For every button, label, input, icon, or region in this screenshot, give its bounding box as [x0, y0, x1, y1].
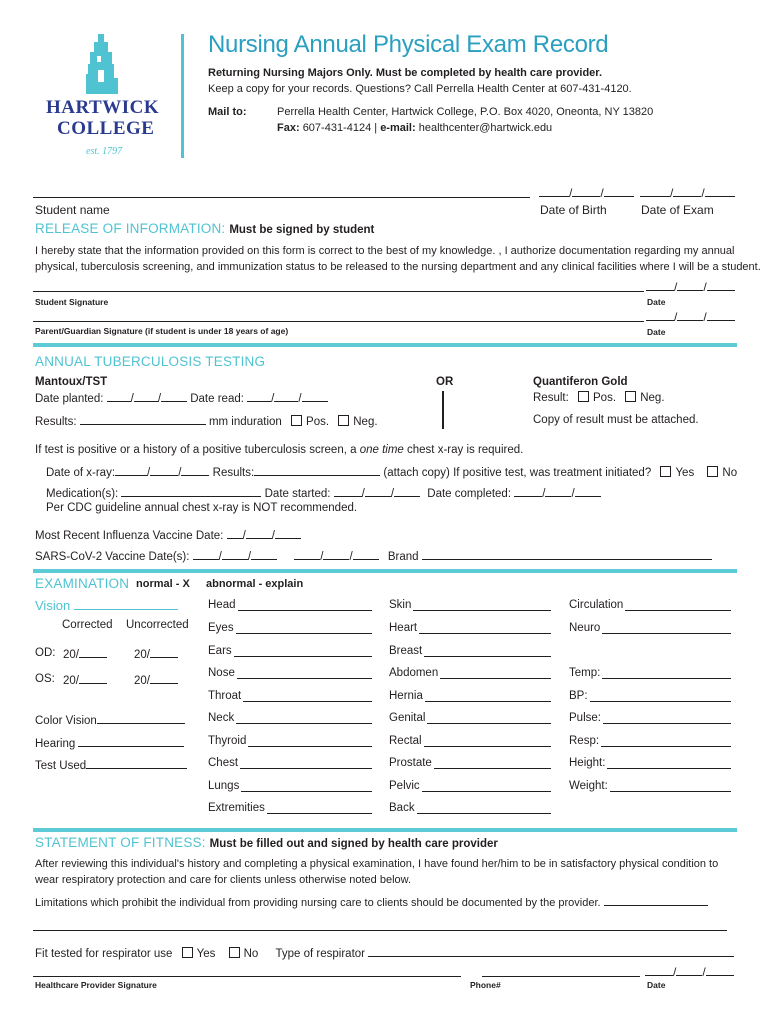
- exam-item-label: Pelvic: [389, 780, 420, 792]
- exam-item-field[interactable]: [425, 690, 551, 702]
- quantiferon-neg-label: Neg.: [640, 392, 665, 404]
- quantiferon-label: Quantiferon Gold: [533, 376, 628, 388]
- exam-item-nose[interactable]: [208, 667, 372, 679]
- date-started-label: Date started:: [264, 488, 331, 500]
- results-row: [35, 414, 378, 428]
- mail-address: Perrella Health Center, Hartwick College, P.O. Box 4020, Oneonta, NY 13820: [277, 106, 654, 118]
- exam-item-resp[interactable]: [569, 735, 731, 747]
- sars-label: SARS-CoV-2 Vaccine Date(s):: [35, 551, 190, 563]
- treatment-yes-checkbox[interactable]: [660, 466, 671, 477]
- exam-item-field[interactable]: [590, 690, 731, 702]
- exam-item-field[interactable]: [607, 757, 731, 769]
- xray-results-label: Results:: [212, 467, 255, 479]
- mantoux-pos-checkbox[interactable]: [291, 415, 302, 426]
- exam-item-label: Eyes: [208, 622, 234, 634]
- cdc-note: Per CDC guideline annual chest x-ray is NOT recommended.: [46, 502, 358, 514]
- treatment-question: If positive test, was treatment initiated?: [453, 467, 652, 479]
- tower-icon: [78, 34, 126, 94]
- mantoux-neg-checkbox[interactable]: [338, 415, 349, 426]
- exam-item-field[interactable]: [236, 712, 372, 724]
- exam-item-neuro[interactable]: [569, 622, 731, 634]
- returning-notice: Returning Nursing Majors Only. Must be completed by health care provider.: [208, 67, 603, 79]
- exam-item-thyroid[interactable]: [208, 735, 372, 747]
- uncorrected-label: Uncorrected: [126, 619, 189, 631]
- exam-item-label: Neuro: [569, 622, 601, 634]
- exam-item-label: Height:: [569, 757, 606, 769]
- exam-item-field[interactable]: [602, 667, 731, 679]
- exam-item-field[interactable]: [603, 712, 731, 724]
- exam-item-extremities[interactable]: [208, 802, 372, 814]
- logo-name-line2: COLLEGE: [57, 118, 155, 139]
- normal-label: normal - X: [136, 578, 190, 590]
- date-planted-label: Date planted:: [35, 393, 104, 405]
- exam-item-label: Thyroid: [208, 735, 247, 747]
- exam-item-genital[interactable]: [389, 712, 551, 724]
- exam-item-field[interactable]: [236, 622, 372, 634]
- exam-item-field[interactable]: [601, 735, 731, 747]
- release-heading: RELEASE OF INFORMATION: Must be signed by student: [35, 221, 375, 236]
- exam-item-label: Heart: [389, 622, 418, 634]
- limitations-label: Limitations which prohibit the individual from providing nursing care to clients should be documented by the provider.: [35, 897, 601, 909]
- corrected-label: Corrected: [62, 619, 113, 631]
- exam-item-field[interactable]: [243, 690, 372, 702]
- quantiferon-pos-checkbox[interactable]: [578, 391, 589, 402]
- medication-label: Medication(s):: [46, 488, 119, 500]
- exam-date-field[interactable]: / /: [640, 186, 735, 200]
- color-vision-field[interactable]: [35, 713, 185, 727]
- exam-item-field[interactable]: [238, 599, 373, 611]
- exam-item-field[interactable]: [625, 599, 731, 611]
- exam-item-field[interactable]: [422, 780, 551, 792]
- limitations-field-2[interactable]: [33, 930, 727, 931]
- exam-item-label: Weight:: [569, 780, 608, 792]
- od-corrected-field[interactable]: 20/: [63, 647, 107, 661]
- exam-item-field[interactable]: [602, 622, 731, 634]
- parent-signature-label: Parent/Guardian Signature (if student is under 18 years of age): [35, 326, 289, 336]
- exam-item-weight[interactable]: [569, 780, 731, 792]
- brand-field[interactable]: [422, 549, 712, 560]
- quantiferon-neg-checkbox[interactable]: [625, 391, 636, 402]
- hearing-field[interactable]: [35, 736, 184, 750]
- exam-item-eyes[interactable]: [208, 622, 372, 634]
- exam-item-chest[interactable]: [208, 757, 372, 769]
- provider-signature-field[interactable]: [33, 976, 461, 977]
- positive-note: If test is positive or a history of a positive tuberculosis screen, a one time chest x-ray is required.: [35, 444, 524, 456]
- exam-item-label: Extremities: [208, 802, 265, 814]
- exam-item-pelvic[interactable]: [389, 780, 551, 792]
- fit-tested-label: Fit tested for respirator use: [35, 948, 173, 960]
- exam-item-label: Abdomen: [389, 667, 439, 679]
- exam-item-label: Nose: [208, 667, 235, 679]
- header-divider: [181, 34, 184, 158]
- exam-item-ears[interactable]: [208, 645, 372, 657]
- influenza-label: Most Recent Influenza Vaccine Date:: [35, 530, 224, 542]
- section-divider-fitness: [33, 828, 737, 832]
- exam-item-label: Rectal: [389, 735, 422, 747]
- xray-results-field[interactable]: [254, 465, 380, 476]
- exam-item-label: Neck: [208, 712, 235, 724]
- logo-name-line1: HARTWICK: [46, 97, 160, 118]
- fit-tested-row: [35, 946, 734, 960]
- provider-date-field[interactable]: / /: [645, 965, 734, 979]
- release-statement-line2: physical, tuberculosis screening, and immunization status to be released to the nursing department and any clinical facilities where I will be a student.: [35, 261, 761, 273]
- exam-item-bp[interactable]: [569, 690, 731, 702]
- induration-field[interactable]: [80, 414, 206, 425]
- vision-label: Vision: [35, 598, 178, 613]
- exam-item-field[interactable]: [440, 667, 551, 679]
- student-signature-date-field[interactable]: / /: [646, 280, 735, 294]
- hearing-label: Hearing: [35, 738, 76, 750]
- date-read-field[interactable]: / /: [247, 393, 327, 405]
- release-heading-sub: Must be signed by student: [229, 224, 375, 236]
- quantiferon-result-row: [533, 391, 665, 404]
- exam-item-pulse[interactable]: [569, 712, 731, 724]
- test-used-field[interactable]: [35, 758, 187, 772]
- release-statement-line1: I hereby state that the information provided on this form is correct to the best of my knowledge. , I authorize documentation regarding my annual: [35, 245, 735, 257]
- student-name-label: Student name: [35, 203, 110, 217]
- fitness-heading-sub: Must be filled out and signed by health care provider: [209, 838, 498, 850]
- fit-tested-no-label: No: [243, 948, 259, 960]
- exam-item-label: Temp:: [569, 667, 601, 679]
- exam-item-temp[interactable]: [569, 667, 731, 679]
- exam-date-label: Date of Exam: [641, 203, 714, 217]
- limitations-field[interactable]: [604, 895, 708, 906]
- exam-item-throat[interactable]: [208, 690, 372, 702]
- page-title: Nursing Annual Physical Exam Record: [208, 31, 609, 58]
- xray-date-field[interactable]: / /: [115, 467, 209, 479]
- exam-item-label: Throat: [208, 690, 242, 702]
- student-name-field[interactable]: [33, 197, 530, 198]
- exam-item-field[interactable]: [248, 735, 372, 747]
- quantiferon-pos-label: Pos.: [593, 392, 617, 404]
- dob-label: Date of Birth: [540, 203, 607, 217]
- sars-date1-field[interactable]: / /: [193, 551, 277, 563]
- exam-item-label: Hernia: [389, 690, 423, 702]
- os-uncorrected-field[interactable]: 20/: [134, 673, 178, 687]
- exam-item-field[interactable]: [413, 599, 551, 611]
- abnormal-label: abnormal - explain: [206, 578, 304, 590]
- parent-signature-field[interactable]: [33, 321, 644, 322]
- date-completed-field[interactable]: / /: [514, 488, 600, 500]
- sars-date2-field[interactable]: / /: [294, 551, 378, 563]
- mail-to-label: Mail to:: [208, 106, 247, 118]
- influenza-date-field[interactable]: / /: [227, 530, 301, 542]
- brand-label: Brand: [387, 551, 419, 563]
- exam-item-label: Genital: [389, 712, 426, 724]
- mantoux-neg-label: Neg.: [353, 416, 378, 428]
- test-used-label: Test Used: [35, 760, 87, 772]
- xray-date-label: Date of x-ray:: [46, 467, 116, 479]
- mm-induration-label: mm induration: [208, 416, 282, 428]
- exam-item-height[interactable]: [569, 757, 731, 769]
- exam-item-field[interactable]: [434, 757, 551, 769]
- keep-copy-notice: Keep a copy for your records. Questions? Call Perrella Health Center at 607-431-4120.: [208, 83, 632, 95]
- exam-item-circulation[interactable]: [569, 599, 731, 611]
- fit-tested-no-checkbox[interactable]: [229, 947, 240, 958]
- student-signature-label: Student Signature: [35, 297, 109, 307]
- exam-item-label: Prostate: [389, 757, 432, 769]
- tb-heading: ANNUAL TUBERCULOSIS TESTING: [35, 354, 266, 369]
- treatment-yes-label: Yes: [675, 467, 695, 479]
- parent-signature-date-field[interactable]: / /: [646, 310, 735, 324]
- exam-item-field[interactable]: [267, 802, 372, 814]
- exam-item-field[interactable]: [237, 667, 372, 679]
- exam-item-back[interactable]: [389, 802, 551, 814]
- os-label: OS:: [35, 673, 55, 685]
- color-vision-label: Color Vision: [35, 715, 97, 727]
- exam-item-field[interactable]: [419, 622, 551, 634]
- provider-signature-label: Healthcare Provider Signature: [35, 980, 157, 990]
- student-signature-date-label: Date: [647, 297, 666, 307]
- exam-item-prostate[interactable]: [389, 757, 551, 769]
- exam-item-field[interactable]: [424, 735, 551, 747]
- date-read-label: Date read:: [190, 393, 244, 405]
- os-corrected-field[interactable]: 20/: [63, 673, 107, 687]
- student-signature-field[interactable]: [33, 291, 644, 292]
- exam-item-field[interactable]: [417, 802, 551, 814]
- or-label: OR: [436, 376, 454, 388]
- exam-item-skin[interactable]: [389, 599, 551, 611]
- exam-item-label: Skin: [389, 599, 412, 611]
- section-divider-tb: [33, 343, 737, 347]
- xray-row: [46, 465, 737, 479]
- mantoux-label: Mantoux/TST: [35, 376, 108, 388]
- exam-item-heart[interactable]: [389, 622, 551, 634]
- exam-item-label: Chest: [208, 757, 239, 769]
- exam-item-label: Resp:: [569, 735, 600, 747]
- exam-item-label: Circulation: [569, 599, 624, 611]
- or-divider: [442, 391, 444, 429]
- treatment-no-label: No: [722, 467, 738, 479]
- copy-attached-note: Copy of result must be attached.: [533, 414, 699, 426]
- exam-item-rectal[interactable]: [389, 735, 551, 747]
- email-address: healthcenter@hartwick.edu: [418, 122, 553, 134]
- exam-item-breast[interactable]: [389, 645, 551, 657]
- provider-date-label: Date: [647, 980, 666, 990]
- exam-item-abdomen[interactable]: [389, 667, 551, 679]
- fit-tested-yes-checkbox[interactable]: [182, 947, 193, 958]
- exam-item-hernia[interactable]: [389, 690, 551, 702]
- exam-item-neck[interactable]: [208, 712, 372, 724]
- exam-item-label: Breast: [389, 645, 423, 657]
- exam-item-field[interactable]: [240, 757, 372, 769]
- section-divider-exam: [33, 569, 737, 573]
- exam-item-label: Pulse:: [569, 712, 601, 724]
- date-planted-row: [35, 391, 328, 405]
- exam-item-field[interactable]: [234, 645, 372, 657]
- medication-field[interactable]: [121, 486, 261, 497]
- fitness-statement-line1: After reviewing this individual's history and completing a physical examination, I have found her/him to be in satisfactory physical condition to: [35, 858, 719, 870]
- respirator-type-label: Type of respirator: [275, 948, 365, 960]
- contact-separator: |: [374, 122, 378, 134]
- fit-tested-yes-label: Yes: [196, 948, 216, 960]
- fitness-statement-line2: wear respiratory protection and care for clients unless otherwise noted below.: [35, 874, 412, 886]
- dob-field[interactable]: / /: [539, 186, 634, 200]
- exam-item-field[interactable]: [241, 780, 372, 792]
- limitations-row: [35, 895, 708, 909]
- exam-item-label: Back: [389, 802, 415, 814]
- results-label: Results:: [35, 416, 77, 428]
- exam-heading: EXAMINATION: [35, 576, 130, 591]
- date-started-field[interactable]: / /: [334, 488, 420, 500]
- phone-field[interactable]: [482, 976, 640, 977]
- parent-signature-date-label: Date: [647, 327, 666, 337]
- exam-item-label: Lungs: [208, 780, 240, 792]
- od-label: OD:: [35, 647, 56, 659]
- exam-item-lungs[interactable]: [208, 780, 372, 792]
- influenza-row: [35, 528, 301, 542]
- medication-row: [46, 486, 601, 500]
- respirator-type-field[interactable]: [368, 946, 734, 957]
- treatment-no-checkbox[interactable]: [707, 466, 718, 477]
- date-planted-field[interactable]: / /: [107, 393, 187, 405]
- od-uncorrected-field[interactable]: 20/: [134, 647, 178, 661]
- exam-item-head[interactable]: [208, 599, 372, 611]
- exam-item-field[interactable]: [424, 645, 551, 657]
- attach-copy-note: (attach copy): [383, 467, 450, 479]
- logo-est: est. 1797: [86, 146, 123, 157]
- exam-item-field[interactable]: [427, 712, 551, 724]
- fax-number: 607-431-4124: [302, 122, 372, 134]
- contact-line: [277, 122, 552, 134]
- exam-item-label: Head: [208, 599, 236, 611]
- quantiferon-result-label: Result:: [533, 392, 569, 404]
- phone-label: Phone#: [470, 980, 501, 990]
- email-label: e-mail:: [380, 122, 416, 134]
- exam-item-label: BP:: [569, 690, 588, 702]
- date-completed-label: Date completed:: [427, 488, 512, 500]
- fax-label: Fax:: [277, 122, 300, 134]
- mantoux-pos-label: Pos.: [306, 416, 330, 428]
- exam-item-label: Ears: [208, 645, 232, 657]
- sars-row: [35, 549, 712, 563]
- exam-item-field[interactable]: [610, 780, 731, 792]
- fitness-heading: STATEMENT OF FITNESS: Must be filled out and signed by health care provider: [35, 835, 498, 850]
